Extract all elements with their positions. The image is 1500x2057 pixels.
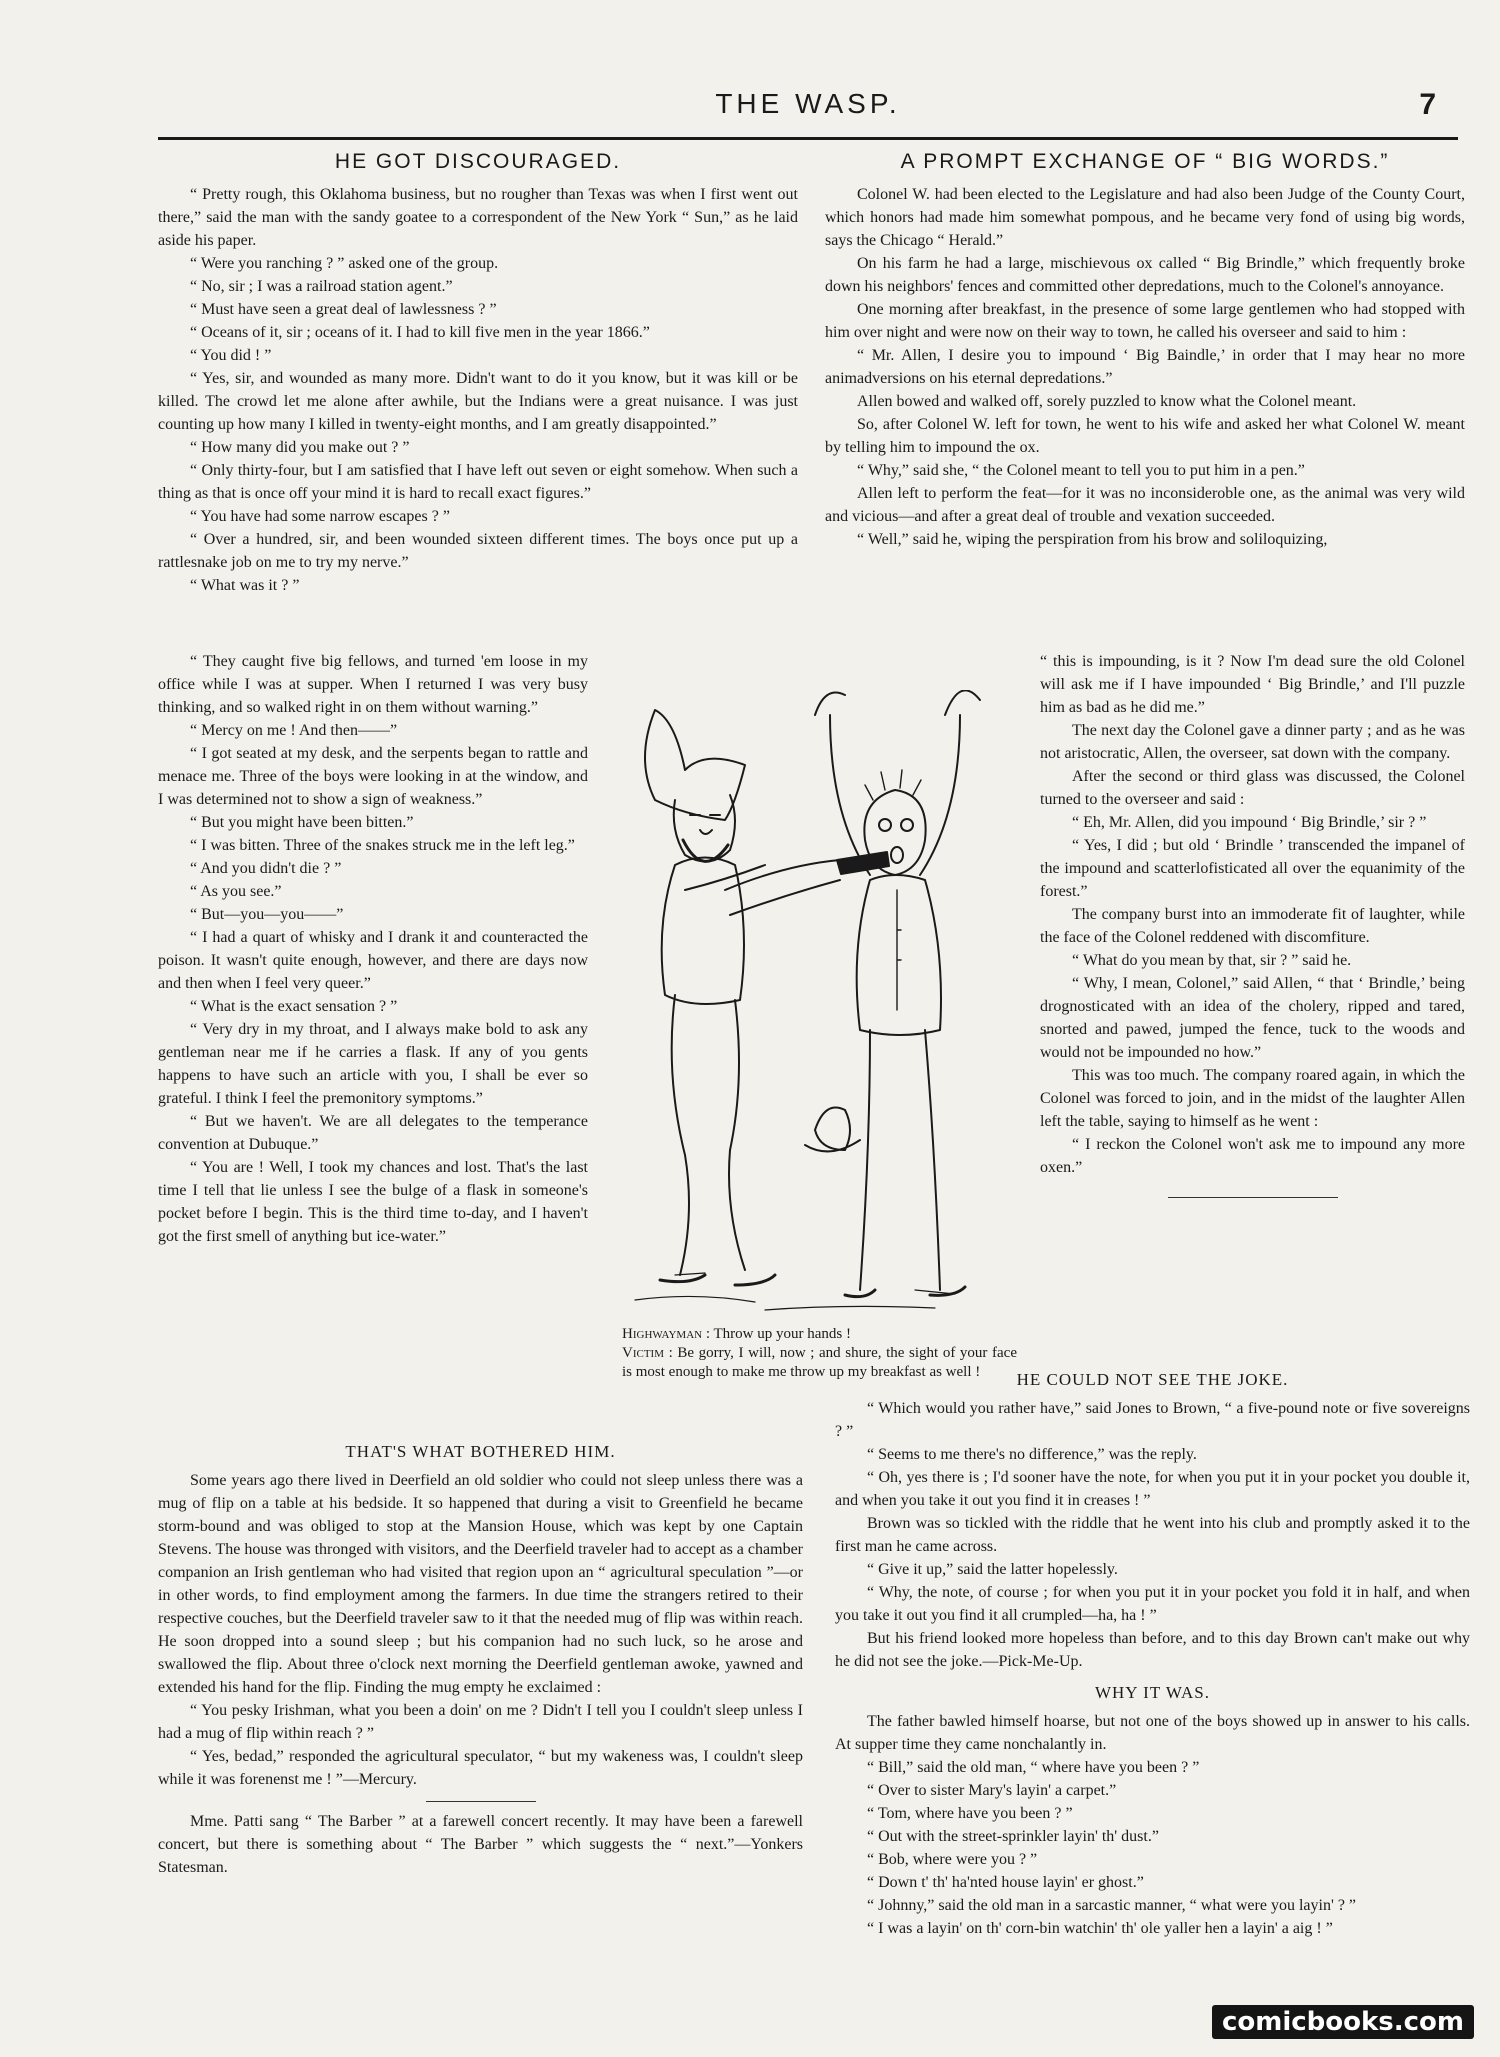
paragraph: “ Down t' th' ha'nted house layin' er ghost.” (867, 1874, 1144, 1891)
story-title: WHY IT WAS. (1094, 1683, 1211, 1702)
paragraph: “ Yes, sir, and wounded as many more. Didn't want to do it you know, but it was kill or be killed. The crowd let me alone after awhile, but the Indians were a great nuisance. I was just counting up how many I killed in twenty-eight months, and I am greatly disappointed.” (158, 370, 798, 433)
highwayman-illustration (615, 690, 1035, 1330)
paragraph: “ Out with the street-sprinkler layin' th' dust.” (867, 1828, 1159, 1845)
paragraph: Allen left to perform the feat—for it was no inconsideroble one, as the animal was very wild and vicious—and after a great deal of trouble and vexation succeeded. (825, 485, 1465, 525)
paragraph: “ But you might have been bitten.” (190, 814, 414, 831)
paragraph: Some years ago there lived in Deerfield an old soldier who could not sleep unless there was a mug of flip on a table at his bedside. It so happened that during a visit to Greenfield he became storm-bound and was obliged to stop at the Mansion House, which was kept by one Captain Stevens. The house was thronged with visitors, and the Deerfield traveler had to accept as a chamber companion an Irish gentleman who had visited that region upon an “ agricultural speculation ”—or in other words, to find employment among the farmers. In due time the strangers retired to their respective couches, but the Deerfield traveler saw to it that the needed mug of flip was within reach. He soon dropped into a sound sleep ; but his companion had no such luck, so he arose and swallowed the flip. About three o'clock next morning the Deerfield gentleman awoke, yawned and extended his hand for the flip. Finding the mug empty he exclaimed : (158, 1472, 803, 1696)
caption-speaker: Victim : (622, 1345, 673, 1361)
paragraph: “ What do you mean by that, sir ? ” said he. (1072, 952, 1352, 969)
divider (426, 1801, 536, 1802)
paragraph: “ I reckon the Colonel won't ask me to impound any more oxen.” (1040, 1136, 1465, 1176)
paragraph: After the second or third glass was discussed, the Colonel turned to the overseer and said : (1040, 768, 1465, 808)
magazine-title: THE WASP. (715, 88, 901, 119)
paragraph: This was too much. The company roared again, in which the Colonel was forced to join, and in the midst of the laughter Allen left the table, saying to himself as he went : (1040, 1067, 1465, 1130)
paragraph: “ You pesky Irishman, what you been a doin' on me ? Didn't I tell you I couldn't sleep unless I had a mug of flip within reach ? ” (158, 1702, 803, 1742)
story-big-words-cont (1040, 650, 1465, 1214)
paragraph: “ Seems to me there's no difference,” was the reply. (867, 1446, 1197, 1463)
paragraph: “ You have had some narrow escapes ? ” (190, 508, 450, 525)
header-rule (158, 137, 1458, 140)
divider (1168, 1197, 1338, 1198)
paragraph: “ I had a quart of whisky and I drank it and counteracted the poison. It wasn't quite enough, however, and there are days now and then when I feel very queer.” (158, 929, 588, 992)
paragraph: “ They caught five big fellows, and turned 'em loose in my office while I was at supper. When I returned I was very busy thinking, and so walked right in on them without warning.” (158, 653, 588, 716)
paragraph: One morning after breakfast, in the presence of some large gentlemen who had stopped with him over night and were now on their way to town, he called his overseer and said to him : (825, 301, 1465, 341)
paragraph: Colonel W. had been elected to the Legislature and had also been Judge of the County Court, which honors had made him somewhat pompous, and he became very fond of using big words, says the Chicago “ Herald.” (825, 186, 1465, 249)
paragraph: “ You did ! ” (190, 347, 272, 364)
story-title: HE COULD NOT SEE THE JOKE. (1016, 1370, 1289, 1389)
paragraph: “ Over a hundred, sir, and been wounded sixteen different times. The boys once put up a rattlesnake job on me to try my nerve.” (158, 531, 798, 571)
paragraph: “ this is impounding, is it ? Now I'm dead sure the old Colonel will ask me if I have impounded ‘ Big Brindle,’ and I'll puzzle him as bad as he did me.” (1040, 653, 1465, 716)
paragraph: “ Johnny,” said the old man in a sarcastic manner, “ what were you layin' ? ” (867, 1897, 1357, 1914)
paragraph: Allen bowed and walked off, sorely puzzled to know what the Colonel meant. (857, 393, 1357, 410)
caption-speaker: Highwayman : (622, 1326, 711, 1342)
paragraph: “ Over to sister Mary's layin' a carpet.” (867, 1782, 1117, 1799)
paragraph: The company burst into an immoderate fit of laughter, while the face of the Colonel reddened with discomfiture. (1040, 906, 1465, 946)
paragraph: “ Oh, yes there is ; I'd sooner have the note, for when you put it in your pocket you double it, and when you take it out you find it in creases ! ” (835, 1469, 1470, 1509)
paragraph: “ Very dry in my throat, and I always make bold to ask any gentleman near me if he carries a flask. If any of you gents happens to have such an article with you, I shall be ever so grateful. I think I feel the premonitory symptoms.” (158, 1021, 588, 1107)
paragraph: “ Why, I mean, Colonel,” said Allen, “ that ‘ Brindle,’ being drognosticated with an idea of the cholery, ripped and tared, snorted and pawed, jumped the fence, tuck to the woods and would not be impounded no how.” (1040, 975, 1465, 1061)
paragraph: “ How many did you make out ? ” (190, 439, 410, 456)
paragraph: “ Pretty rough, this Oklahoma business, but no rougher than Texas was when I first went out there,” said the man with the sandy goatee to a correspondent of the New York “ Sun,” as he laid aside his paper. (158, 186, 798, 249)
paragraph: “ Bob, where were you ? ” (867, 1851, 1038, 1868)
paragraph: “ And you didn't die ? ” (190, 860, 342, 877)
paragraph: On his farm he had a large, mischievous ox called “ Big Brindle,” which frequently broke down his neighbors' fences and committed other depredations, much to the Colonel's annoyance. (825, 255, 1465, 295)
paragraph: “ Must have seen a great deal of lawlessness ? ” (190, 301, 497, 318)
masthead (158, 88, 1458, 128)
paragraph: “ Oceans of it, sir ; oceans of it. I had to kill five men in the year 1866.” (190, 324, 650, 341)
paragraph: “ No, sir ; I was a railroad station agent.” (190, 278, 453, 295)
story-big-words (825, 150, 1465, 551)
paragraph: “ What is the exact sensation ? ” (190, 998, 398, 1015)
paragraph: “ Yes, I did ; but old ‘ Brindle ’ transcended the impanel of the impound and scatterlofisticated all over the equanimity of the forest.” (1040, 837, 1465, 900)
paragraph: “ As you see.” (190, 883, 282, 900)
caption-text: Be gorry, I will, now ; and shure, the sight of your face is most enough to make me throw up my breakfast as well ! (622, 1345, 1017, 1380)
story-he-got-discouraged (158, 150, 798, 597)
paragraph: “ Mr. Allen, I desire you to impound ‘ Big Baindle,’ in order that I may hear no more animadversions on his eternal depredations.” (825, 347, 1465, 387)
caption-text: Throw up your hands ! (713, 1326, 851, 1342)
paragraph: “ Give it up,” said the latter hopelessly. (867, 1561, 1118, 1578)
paragraph: “ Were you ranching ? ” asked one of the group. (190, 255, 499, 272)
site-watermark: comicbooks.com (1212, 2005, 1474, 2039)
story-he-got-discouraged-cont (158, 650, 588, 1248)
paragraph: “ Why, the note, of course ; for when you put it in your pocket you fold it in half, and when you take it out you find it all crumpled—ha, ha ! ” (835, 1584, 1470, 1624)
paragraph: Mme. Patti sang “ The Barber ” at a farewell concert recently. It may have been a farewell concert, but there is something about “ The Barber ” which suggests the “ next.”—Yonkers Statesman. (158, 1813, 803, 1876)
paragraph: “ But we haven't. We are all delegates to the temperance convention at Dubuque.” (158, 1113, 588, 1153)
paragraph: “ Only thirty-four, but I am satisfied that I have left out seven or eight somehow. When such a thing as that is once off your mind it is hard to recall exact figures.” (158, 462, 798, 502)
paragraph: Brown was so tickled with the riddle that he went into his club and promptly asked it to the first man he came across. (835, 1515, 1470, 1555)
story-title: A PROMPT EXCHANGE OF “ BIG WORDS.” (900, 150, 1390, 173)
paragraph: “ What was it ? ” (190, 577, 300, 594)
paragraph: “ I was bitten. Three of the snakes struck me in the left leg.” (190, 837, 575, 854)
paragraph: “ Why,” said she, “ the Colonel meant to tell you to put him in a pen.” (857, 462, 1305, 479)
paragraph: “ Bill,” said the old man, “ where have you been ? ” (867, 1759, 1200, 1776)
paragraph: “ Yes, bedad,” responded the agricultural speculator, “ but my wakeness was, I couldn't sleep while it was forenenst me ! ”—Mercury. (158, 1748, 803, 1788)
paragraph: “ I got seated at my desk, and the serpents began to rattle and menace me. Three of the boys were looking in at the window, and I was determined not to show a sign of weakness.” (158, 745, 588, 808)
page-number: 7 (1419, 88, 1436, 121)
paragraph: But his friend looked more hopeless than before, and to this day Brown can't make out why he did not see the joke.—Pick-Me-Up. (835, 1630, 1470, 1670)
story-thats-what-bothered-him (158, 1440, 803, 1879)
paragraph: “ You are ! Well, I took my chances and lost. That's the last time I tell that lie unless I see the bulge of a flask in someone's pocket before I begin. This is the third time to-day, and I haven't got the first smell of anything but ice-water.” (158, 1159, 588, 1245)
story-title: HE GOT DISCOURAGED. (334, 150, 622, 173)
paragraph: So, after Colonel W. left for town, he went to his wife and asked her what Colonel W. meant by telling him to impound the ox. (825, 416, 1465, 456)
story-he-could-not-see-the-joke (835, 1368, 1470, 1940)
paragraph: “ But—you—you——” (190, 906, 344, 923)
paragraph: The father bawled himself hoarse, but not one of the boys showed up in answer to his calls. At supper time they came nonchalantly in. (835, 1713, 1470, 1753)
paragraph: The next day the Colonel gave a dinner party ; and as he was not aristocratic, Allen, the overseer, sat down with the company. (1040, 722, 1465, 762)
paragraph: “ Mercy on me ! And then——” (190, 722, 398, 739)
paragraph: “ I was a layin' on th' corn-bin watchin' th' ole yaller hen a layin' a aig ! ” (867, 1920, 1333, 1937)
story-title: THAT'S WHAT BOTHERED HIM. (345, 1442, 616, 1461)
paragraph: “ Tom, where have you been ? ” (867, 1805, 1073, 1822)
paragraph: “ Which would you rather have,” said Jones to Brown, “ a five-pound note or five sovereigns ? ” (835, 1400, 1470, 1440)
paragraph: “ Eh, Mr. Allen, did you impound ‘ Big Brindle,’ sir ? ” (1072, 814, 1427, 831)
paragraph: “ Well,” said he, wiping the perspiration from his brow and soliloquizing, (857, 531, 1328, 548)
